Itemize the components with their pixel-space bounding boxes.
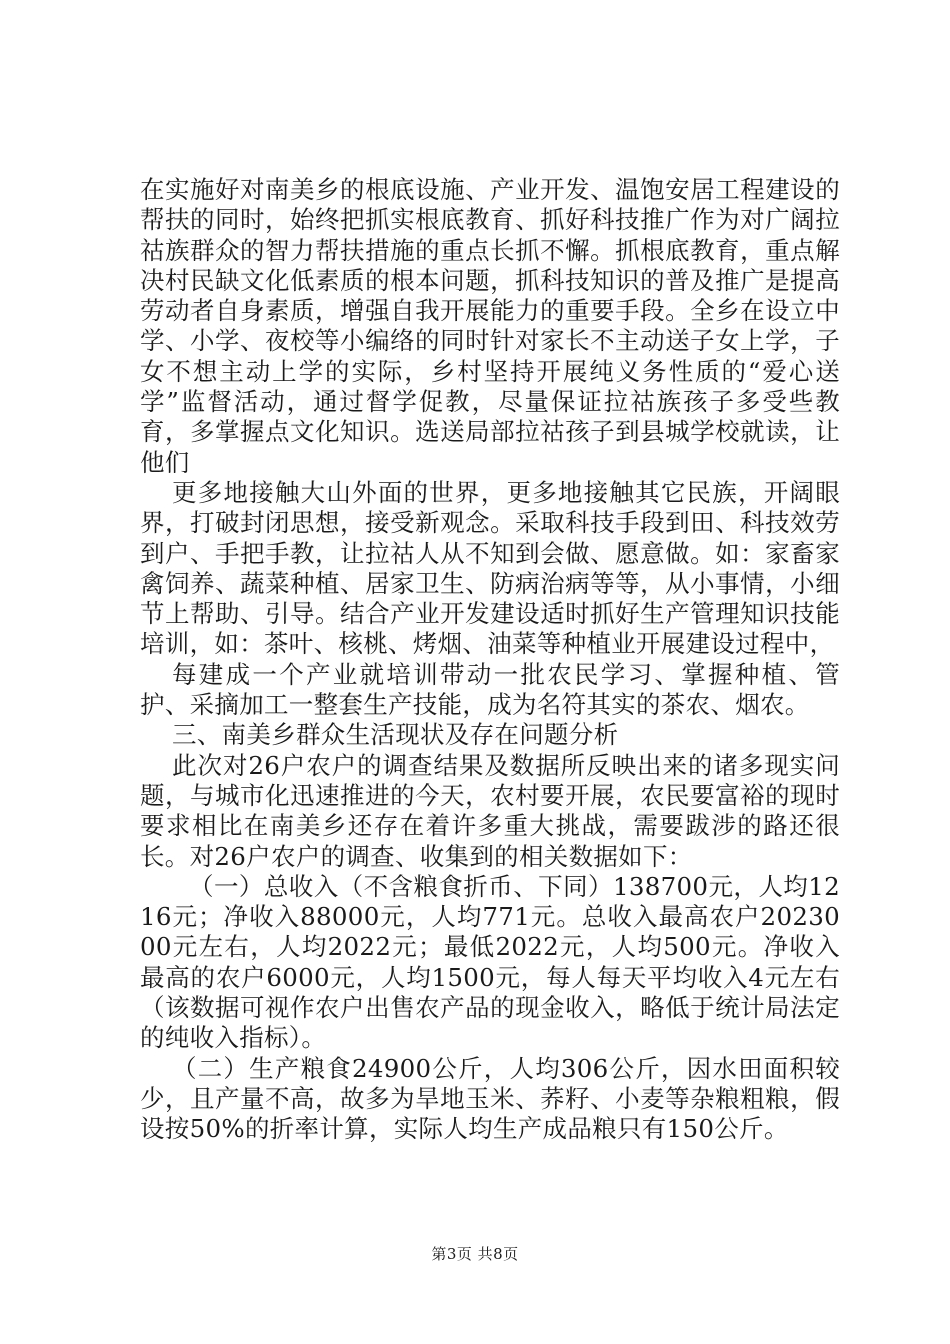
page-footer: 第3页 共8页 [431,1245,519,1263]
paragraph-income-data: （一）总收入（不含粮食折币、下同）138700元，人均1216元；净收入88000元，人均771元。总收入最高农户2023000元左右，人均2022元；最低2022元，人均500元。净收入最高的农户6000元，人均1500元，每人每天平均收入4元左右（该数据可视作农户出售农产品的现金收入，略低于统计局法定的纯收入指标）。 [140,871,840,1053]
paragraph-industry-training: 每建成一个产业就培训带动一批农民学习、掌握种植、管护、采摘加工一整套生产技能，成为名符其实的茶农、烟农。 [140,659,840,720]
section-heading-3: 三、南美乡群众生活现状及存在问题分析 [172,720,619,750]
paragraph-outside-world: 更多地接触大山外面的世界，更多地接触其它民族，开阔眼界，打破封闭思想，接受新观念。采取科技手段到田、科技效劳到户、手把手教，让拉祜人从不知到会做、愿意做。如：家畜家禽饲养、蔬菜种植、居家卫生、防病治病等等，从小事情，小细节上帮助、引导。结合产业开发建设适时抓好生产管理知识技能培训，如：茶叶、核桃、烤烟、油菜等种植业开展建设过程中， [140,477,840,659]
document-body [140,175,840,1145]
paragraph-survey-intro: 此次对26户农户的调查结果及数据所反映出来的诸多现实问题，与城市化迅速推进的今天，农村要开展，农民要富裕的现时要求相比在南美乡还存在着许多重大挑战，需要跋涉的路还很长。对26户农户的调查、收集到的相关数据如下： [140,750,840,871]
paragraph-grain-data: （二）生产粮食24900公斤，人均306公斤，因水田面积较少，且产量不高，故多为旱地玉米、荞籽、小麦等杂粮粗粮，假设按50%的折率计算，实际人均生产成品粮只有150公斤。 [140,1053,840,1144]
paragraph-education-support: 在实施好对南美乡的根底设施、产业开发、温饱安居工程建设的帮扶的同时，始终把抓实根底教育、抓好科技推广作为对广阔拉祜族群众的智力帮扶措施的重点长抓不懈。抓根底教育，重点解决村民缺文化低素质的根本问题，抓科技知识的普及推广是提高劳动者自身素质，增强自我开展能力的重要手段。全乡在设立中学、小学、夜校等小编络的同时针对家长不主动送子女上学，子女不想主动上学的实际，乡村坚持开展纯义务性质的“爱心送学”监督活动，通过督学促教，尽量保证拉祜族孩子多受些教育，多掌握点文化知识。选送局部拉祜孩子到县城学校就读，让他们 [140,175,840,477]
